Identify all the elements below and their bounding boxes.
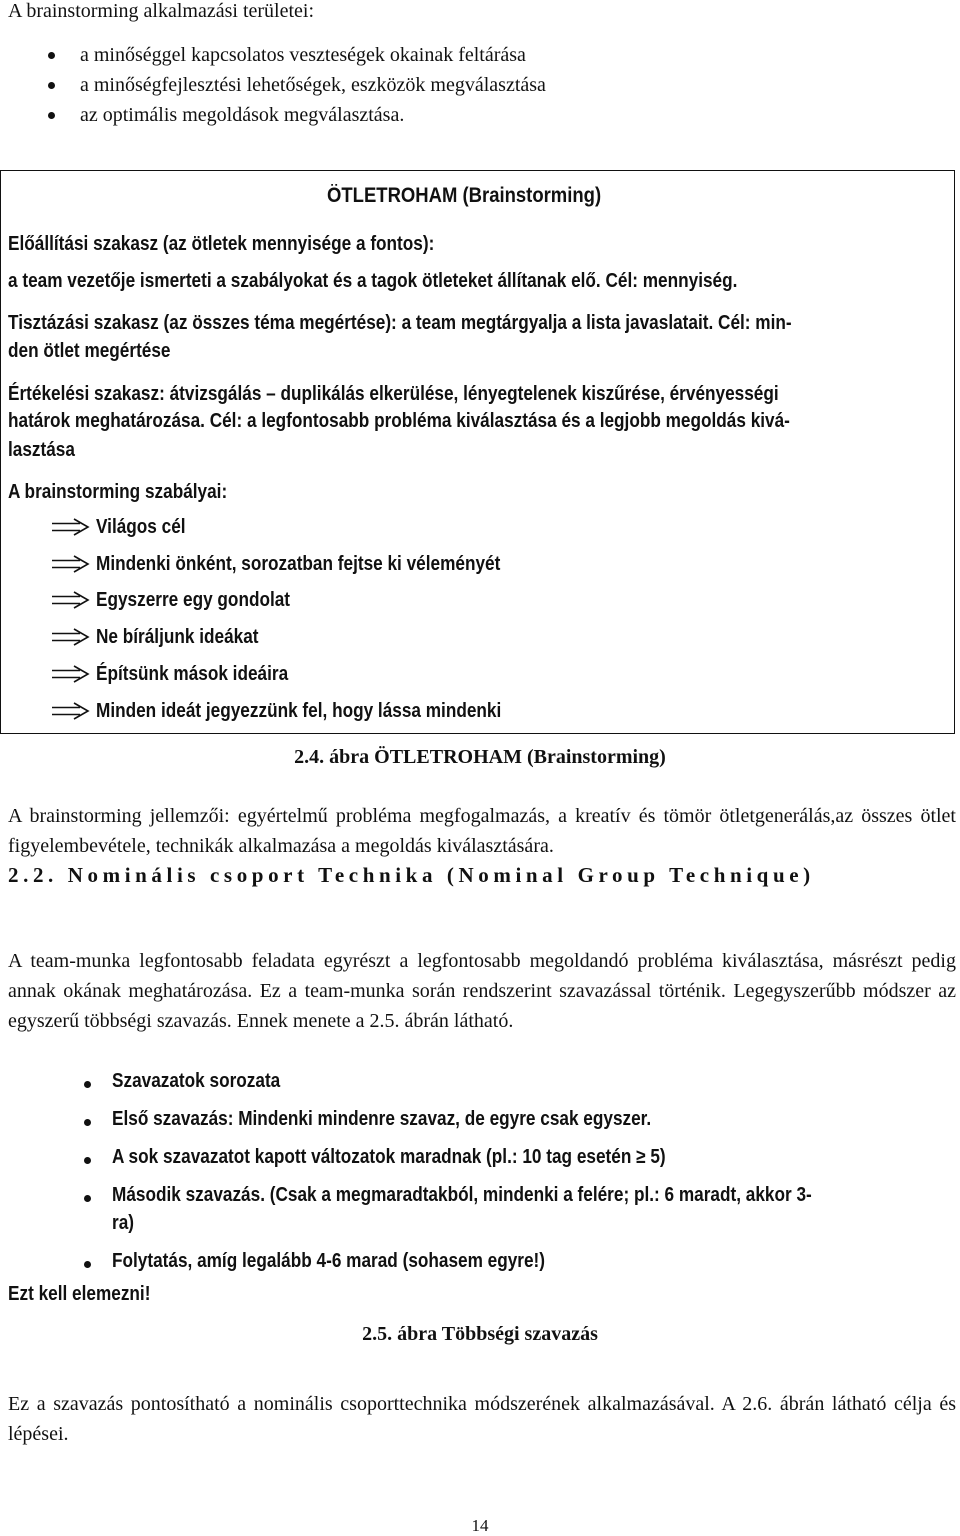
stage-generation-heading: Előállítási szakasz (az ötletek mennyisége a fontos): [8,233,435,255]
double-right-arrow-icon [50,555,90,573]
rule-item: Minden ideát jegyezzünk fel, hogy lássa mindenki [50,696,567,726]
stage-evaluation-text-cont2: lasztása [8,439,75,461]
intro-heading: A brainstorming alkalmazási területei: [8,0,315,22]
list-item: Folytatás, amíg legalább 4-6 marad (sohasem egyre!) [72,1250,616,1273]
rule-item: Építsünk mások ideáira [50,659,319,689]
rule-item: Világos cél [50,512,200,542]
stage-evaluation-text-cont: határok meghatározása. Cél: a legfontosabb probléma kiválasztása és a legjobb megoldás kivá- [8,410,790,432]
list-item-continuation: ra) [112,1212,134,1234]
rule-item: Egyszerre egy gondolat [50,585,322,615]
figure-box-title: ÖTLETROHAM (Brainstorming) [327,184,602,207]
list-item: a minőséggel kapcsolatos veszteségek okainak feltárása [48,40,546,70]
stage-generation-text: a team vezetője ismerteti a szabályokat és a tagok ötleteket állítanak elő. Cél: mennyiség. [8,270,738,292]
paragraph-nominal-technique: Ez a szavazás pontosítható a nominális csoporttechnika módszerének alkalmazásával. A 2.6. ábrán látható célja és lépései. [8,1393,956,1445]
double-right-arrow-icon [50,591,90,609]
list-item: a minőségfejlesztési lehetőségek, eszközök megválasztása [48,70,546,100]
double-right-arrow-icon [50,628,90,646]
figure-caption-2-4: 2.4. ábra ÖTLETROHAM (Brainstorming) [294,746,666,768]
rule-item: Mindenki önként, sorozatban fejtse ki véleményét [50,549,566,579]
stage-evaluation-text: Értékelési szakasz: átvizsgálás – duplikálás elkerülése, lényegtelenek kiszűrése, érvényességi [8,383,779,405]
page-number: 14 [471,1516,489,1535]
list-item: Első szavazás: Mindenki mindenre szavaz, de egyre csak egyszer. [72,1108,739,1131]
paragraph-brainstorming-features: A brainstorming jellemzői: egyértelmű probléma megfogalmazás, a kreatív és tömör ötletgenerálás,az összes ötlet figyelembevétele, technikák alkalmazása a megoldás kiválasztására. [8,805,956,857]
list-item: A sok szavazatot kapott változatok maradnak (pl.: 10 tag esetén ≥ 5) [72,1146,756,1169]
section-heading-2-2: 2.2. Nominális csoport Technika (Nominal Group Technique) [8,863,815,887]
double-right-arrow-icon [50,518,90,536]
rule-item: Ne bíráljunk ideákat [50,622,285,652]
stage-clarification-text: Tisztázási szakasz (az összes téma megértése): a team megtárgyalja a lista javaslatait. Cél: min- [8,312,792,334]
intro-list [48,40,546,130]
stage-clarification-text-cont: den ötlet megértése [8,340,171,362]
list-item: Szavazatok sorozata [72,1070,308,1093]
list-item: az optimális megoldások megválasztása. [48,100,546,130]
double-right-arrow-icon [50,702,90,720]
double-right-arrow-icon [50,665,90,683]
voting-footer: Ezt kell elemezni! [8,1283,151,1305]
figure-caption-2-5: 2.5. ábra Többségi szavazás [362,1323,598,1345]
paragraph-team-work: A team-munka legfontosabb feladata egyrészt a legfontosabb megoldandó probléma kiválasztása, másrészt pedig annak okának meghatározása. Ez a team-munka során rendszerint szavazással történik. Legegyszerűbb módszer az egyszerű többségi szavazás. Ennek menete a 2.5. ábrán látható. [8,950,956,1032]
rules-heading: A brainstorming szabályai: [8,481,228,503]
list-item: Második szavazás. (Csak a megmaradtakból, mindenki a felére; pl.: 6 maradt, akkor 3- [72,1184,926,1207]
